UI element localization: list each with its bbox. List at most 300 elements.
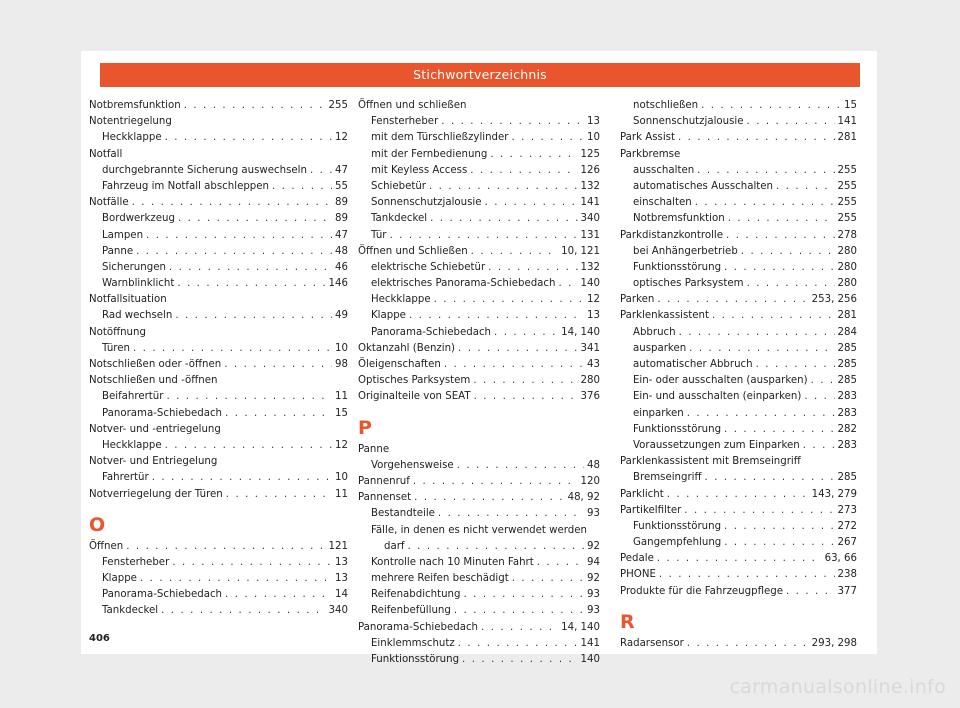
index-term: Oktanzahl (Benzin) (358, 342, 456, 354)
page-reference[interactable]: 284 (837, 326, 857, 338)
index-entry (358, 130, 600, 146)
dot-leader (165, 438, 332, 454)
index-term: Öleigenschaften (358, 359, 441, 370)
page-reference[interactable]: 14, 140 (561, 621, 600, 633)
index-entry (89, 438, 348, 454)
dot-leader (409, 308, 584, 324)
dot-leader (811, 373, 835, 389)
index-term: Ein- und ausschalten (einparken) (633, 391, 802, 403)
index-term: Parklenkassistent (620, 310, 710, 322)
index-entry (620, 163, 857, 179)
index-term: Parklicht (620, 488, 664, 500)
index-term: Notbremsfunktion (633, 213, 725, 225)
index-term: Heckklappe (371, 294, 431, 306)
index-term: Fahrzeug im Notfall abschleppen (102, 180, 269, 192)
page-reference[interactable]: 12 (587, 294, 600, 306)
index-entry (358, 341, 600, 357)
index-term: Tankdeckel (371, 213, 428, 225)
page-reference[interactable]: 377 (837, 585, 857, 597)
index-column-1 (89, 98, 348, 620)
page-reference[interactable]: 13 (587, 310, 600, 322)
index-entry (358, 474, 600, 490)
index-term: Funktionsstörung (633, 520, 722, 532)
index-entry (620, 422, 857, 438)
dot-leader (481, 620, 558, 636)
index-term: Pannenset (358, 492, 412, 504)
page-reference[interactable]: 49 (335, 310, 348, 322)
page-reference[interactable]: 255 (837, 197, 857, 209)
index-entry (620, 228, 857, 244)
page-reference[interactable]: 340 (580, 213, 600, 225)
page-reference[interactable]: 13 (335, 573, 348, 585)
dot-leader (712, 308, 835, 324)
index-entry (358, 325, 600, 341)
page-reference[interactable]: 253, 256 (811, 294, 857, 306)
index-entry (89, 163, 348, 179)
index-term: Fensterheber (102, 556, 170, 568)
index-term: Beifahrertür (102, 391, 164, 403)
index-entry (620, 519, 857, 535)
index-entry (358, 228, 600, 244)
index-entry (358, 506, 600, 522)
page-reference[interactable]: 48 (335, 245, 348, 257)
index-term: Öffnen (89, 540, 124, 552)
dot-leader (444, 357, 584, 373)
index-entry (89, 276, 348, 292)
page-reference[interactable]: 12 (335, 132, 348, 144)
page-reference[interactable]: 283 (837, 391, 857, 403)
index-term: Sonnenschutzjalousie (633, 116, 744, 128)
index-term: Notbremsfunktion (89, 100, 181, 111)
page-reference[interactable]: 12 (335, 439, 348, 451)
page-reference[interactable]: 281 (837, 132, 857, 144)
page-reference[interactable]: 341 (580, 342, 600, 354)
index-entry (620, 551, 857, 567)
index-term: Pedale (620, 553, 654, 565)
index-term: Reifenabdichtung (371, 589, 461, 601)
index-term: mit dem Türschließzylinder (371, 132, 509, 144)
page-reference[interactable]: 285 (837, 472, 857, 484)
page-reference[interactable]: 10, 121 (561, 245, 600, 257)
index-term: Abbruch (633, 326, 676, 338)
page-reference[interactable]: 285 (837, 359, 857, 370)
index-entry (358, 490, 600, 506)
page-reference[interactable]: 93 (587, 508, 600, 520)
dot-leader (687, 636, 809, 652)
page-reference[interactable]: 14 (335, 589, 348, 601)
index-entry (358, 603, 600, 619)
index-term: Warnblinklicht (102, 278, 175, 290)
index-term: Lampen (102, 229, 144, 241)
dot-leader (724, 422, 835, 438)
dot-leader (747, 114, 835, 130)
page-reference[interactable]: 376 (580, 391, 600, 403)
index-entry (89, 571, 348, 587)
index-term: Funktionsstörung (633, 423, 722, 435)
index-entry (358, 389, 600, 405)
page-reference[interactable]: 131 (580, 229, 600, 241)
dot-leader (146, 228, 332, 244)
dot-leader (462, 652, 578, 668)
page-reference[interactable]: 13 (335, 556, 348, 568)
index-term: einschalten (633, 197, 692, 209)
index-entry (89, 487, 348, 503)
dot-leader (558, 276, 577, 292)
dot-leader (474, 389, 578, 405)
index-heading: Notfall (89, 148, 123, 160)
page-reference[interactable]: 120 (580, 475, 600, 487)
dot-leader (667, 487, 809, 503)
page-reference[interactable]: 48, 92 (567, 492, 600, 504)
dot-leader (511, 130, 584, 146)
dot-leader (473, 373, 577, 389)
dot-leader (724, 535, 834, 551)
index-entry (358, 260, 600, 276)
index-term: Schiebetür (371, 180, 426, 192)
index-term: darf (384, 540, 405, 552)
index-entry (620, 584, 857, 600)
page-reference[interactable]: 283 (837, 439, 857, 451)
page-reference[interactable]: 11 (335, 391, 348, 403)
dot-leader (152, 470, 332, 486)
page-reference[interactable]: 282 (837, 423, 857, 435)
page-reference[interactable]: 94 (587, 556, 600, 568)
dot-leader (126, 539, 325, 555)
page-reference[interactable]: 141 (837, 116, 857, 128)
index-heading: Notver- und Entriegelung (89, 456, 218, 468)
dot-leader (133, 341, 332, 357)
page-reference[interactable]: 48 (587, 459, 600, 471)
page-reference[interactable]: 46 (335, 261, 348, 273)
dot-leader (457, 458, 584, 474)
index-term: Sonnenschutzjalousie (371, 197, 482, 209)
page-reference[interactable]: 141 (580, 197, 600, 209)
page-reference[interactable]: 92 (587, 573, 600, 585)
dot-leader (705, 470, 835, 486)
page-reference[interactable]: 126 (580, 164, 600, 176)
index-term: Parkdistanzkontrolle (620, 229, 724, 241)
dot-leader (512, 571, 584, 587)
index-term: Kontrolle nach 10 Minuten Fahrt (371, 556, 534, 568)
page-reference[interactable]: 121 (328, 540, 348, 552)
index-entry (620, 114, 857, 130)
page-reference[interactable]: 255 (837, 164, 857, 176)
page-reference[interactable]: 283 (837, 407, 857, 419)
dot-leader (678, 130, 835, 146)
dot-leader (413, 474, 578, 490)
page-reference[interactable]: 132 (580, 261, 600, 273)
index-term: Notfälle (89, 197, 129, 209)
dot-leader (695, 195, 835, 211)
dot-leader (140, 571, 332, 587)
page-reference[interactable]: 93 (587, 589, 600, 601)
index-term: Notverriegelung der Türen (89, 488, 223, 500)
index-term: elektrische Schiebetür (371, 261, 486, 273)
dot-leader (488, 260, 577, 276)
dot-leader (177, 276, 325, 292)
index-term: Panorama-Schiebedach (358, 621, 479, 633)
dot-leader (485, 195, 578, 211)
index-entry (358, 539, 600, 555)
dot-leader (747, 276, 835, 292)
section-letter: O (89, 513, 106, 536)
dot-leader (537, 555, 584, 571)
dot-leader (169, 260, 332, 276)
page-reference[interactable]: 280 (837, 278, 857, 290)
page-reference[interactable]: 98 (335, 359, 348, 370)
index-heading: Parkbremse (620, 148, 681, 160)
page-reference[interactable]: 15 (844, 100, 857, 111)
page-reference[interactable]: 140 (580, 654, 600, 665)
dot-leader (726, 228, 835, 244)
index-entry (620, 308, 857, 324)
index-heading: Notöffnung (89, 326, 146, 338)
dot-leader (657, 551, 822, 567)
dot-leader (684, 503, 834, 519)
dot-leader (434, 292, 584, 308)
page-reference[interactable]: 293, 298 (811, 637, 857, 649)
index-entry (358, 147, 600, 163)
index-term: Voraussetzungen zum Einparken (633, 439, 800, 451)
page-reference[interactable]: 10 (587, 132, 600, 144)
index-entry (358, 636, 600, 652)
dot-leader (697, 163, 834, 179)
page-reference[interactable]: 280 (837, 261, 857, 273)
dot-leader (454, 603, 584, 619)
dot-leader (728, 211, 835, 227)
index-entry (620, 487, 857, 503)
page-reference[interactable]: 255 (837, 213, 857, 225)
index-term: Panorama-Schiebedach (102, 589, 223, 601)
dot-leader (161, 603, 325, 619)
page-reference[interactable]: 267 (837, 537, 857, 549)
page-reference[interactable]: 340 (328, 605, 348, 617)
page-reference[interactable]: 63, 66 (824, 553, 857, 565)
index-entry (89, 555, 348, 571)
index-entry (89, 357, 348, 373)
page-reference[interactable]: 89 (335, 213, 348, 225)
page-reference[interactable]: 14, 140 (561, 326, 600, 338)
page-reference[interactable]: 11 (335, 488, 348, 500)
dot-leader (756, 357, 835, 373)
index-term: elektrisches Panorama-Schiebedach (371, 278, 556, 290)
index-entry (620, 130, 857, 146)
index-entry (89, 539, 348, 555)
dot-leader (438, 506, 584, 522)
dot-leader (786, 584, 835, 600)
index-entry (89, 603, 348, 619)
dot-leader (463, 587, 584, 603)
page-reference[interactable]: 10 (335, 342, 348, 354)
index-entry (358, 163, 600, 179)
index-term: Bestandteile (371, 508, 435, 520)
index-entry (358, 458, 600, 474)
index-term: Gangempfehlung (633, 537, 722, 549)
index-entry (89, 211, 348, 227)
page-reference[interactable]: 47 (335, 164, 348, 176)
page-reference[interactable]: 280 (837, 245, 857, 257)
dot-leader (471, 244, 558, 260)
dot-leader (136, 244, 332, 260)
section-letter: R (620, 610, 635, 633)
index-term: Klappe (102, 573, 137, 585)
page-reference[interactable]: 272 (837, 520, 857, 532)
page-reference[interactable]: 278 (837, 229, 857, 241)
page-reference[interactable]: 89 (335, 197, 348, 209)
dot-leader (225, 406, 332, 422)
index-term: Heckklappe (102, 439, 162, 451)
page-reference[interactable]: 285 (837, 342, 857, 354)
index-term: Tür (371, 229, 387, 241)
watermark: carmanualsonline.info (729, 676, 946, 698)
index-entry (358, 620, 600, 636)
dot-leader (494, 325, 558, 341)
index-entry (620, 292, 857, 308)
index-entry (620, 195, 857, 211)
dot-leader (441, 114, 584, 130)
page-reference[interactable]: 93 (587, 605, 600, 617)
index-entry (358, 211, 600, 227)
dot-leader (657, 292, 808, 308)
section-letter: P (358, 416, 372, 439)
index-term: PHONE (620, 569, 656, 581)
index-entry (620, 406, 857, 422)
page-reference[interactable]: 143, 279 (811, 488, 857, 500)
page-reference[interactable]: 15 (335, 407, 348, 419)
index-entry (620, 325, 857, 341)
index-column-2 (358, 98, 600, 668)
page-reference[interactable]: 125 (580, 148, 600, 160)
index-term: Rad wechseln (102, 310, 173, 322)
index-term: Panorama-Schiebedach (371, 326, 492, 338)
index-term: notschließen (633, 100, 699, 111)
index-term: automatischer Abbruch (633, 359, 753, 370)
index-term: Park Assist (620, 132, 675, 144)
index-term: Funktionsstörung (371, 654, 460, 665)
dot-leader (172, 555, 332, 571)
page-reference[interactable]: 238 (837, 569, 857, 581)
dot-leader (389, 228, 577, 244)
dot-leader (458, 341, 578, 357)
dot-leader (470, 163, 577, 179)
index-entry (358, 195, 600, 211)
index-term: Parken (620, 294, 655, 306)
page-reference[interactable]: 132 (580, 180, 600, 192)
page-reference[interactable]: 47 (335, 229, 348, 241)
dot-leader (804, 389, 834, 405)
index-term: Optisches Parksystem (358, 375, 471, 387)
page-reference[interactable]: 141 (580, 637, 600, 649)
index-entry (620, 438, 857, 454)
index-heading: Fälle, in denen es nicht verwendet werden (371, 524, 587, 536)
page-reference[interactable]: 281 (837, 310, 857, 322)
index-term: Fensterheber (371, 116, 439, 128)
dot-leader (225, 587, 332, 603)
index-term: mit der Fernbedienung (371, 148, 488, 160)
index-entry (358, 587, 600, 603)
index-heading: Panne (358, 443, 390, 455)
page-reference[interactable]: 280 (580, 375, 600, 387)
dot-leader (659, 567, 835, 583)
index-entry (620, 276, 857, 292)
index-entry (358, 308, 600, 324)
index-entry (620, 470, 857, 486)
page-reference[interactable]: 92 (587, 540, 600, 552)
index-entry (89, 260, 348, 276)
dot-leader (224, 357, 332, 373)
index-entry (620, 211, 857, 227)
index-term: Originalteile von SEAT (358, 391, 471, 403)
index-term: Bremseingriff (633, 472, 702, 484)
dot-leader (166, 389, 332, 405)
index-term: Öffnen und Schließen (358, 245, 468, 257)
index-term: Tankdeckel (102, 605, 159, 617)
page-reference[interactable]: 10 (335, 472, 348, 484)
index-entry (358, 276, 600, 292)
index-entry (620, 244, 857, 260)
index-entry (358, 292, 600, 308)
index-term: Türen (102, 342, 130, 354)
index-term: Heckklappe (102, 132, 162, 144)
page-reference[interactable]: 140 (580, 278, 600, 290)
index-heading: Parklenkassistent mit Bremseingriff (620, 456, 801, 468)
dot-leader (132, 195, 332, 211)
index-entry (620, 260, 857, 276)
index-entry (89, 228, 348, 244)
index-entry (89, 308, 348, 324)
index-heading: Notver- und -entriegelung (89, 423, 221, 435)
index-term: Klappe (371, 310, 406, 322)
index-term: Sicherungen (102, 261, 166, 273)
page-reference[interactable]: 255 (837, 180, 857, 192)
index-entry (358, 357, 600, 373)
page-reference[interactable]: 255 (328, 100, 348, 111)
dot-leader (429, 179, 578, 195)
index-entry (89, 130, 348, 146)
index-entry (620, 503, 857, 519)
index-entry (358, 114, 600, 130)
page-reference[interactable]: 273 (837, 504, 857, 516)
index-entry (620, 357, 857, 373)
page-reference[interactable]: 13 (587, 116, 600, 128)
index-entry (89, 389, 348, 405)
index-term: Reifenbefüllung (371, 605, 451, 617)
index-term: Notschließen oder -öffnen (89, 359, 222, 370)
index-term: Vorgehensweise (371, 459, 454, 471)
dot-leader (701, 98, 841, 114)
page-number: 406 (89, 633, 110, 644)
index-entry (89, 195, 348, 211)
index-term: ausparken (633, 342, 687, 354)
index-entry (358, 571, 600, 587)
index-term: Funktionsstörung (633, 261, 722, 273)
page-reference[interactable]: 146 (328, 278, 348, 290)
page-reference[interactable]: 55 (335, 180, 348, 192)
index-term: ausschalten (633, 164, 695, 176)
dot-leader (408, 539, 585, 555)
index-entry (620, 373, 857, 389)
index-term: Bordwerkzeug (102, 213, 175, 225)
index-term: Ein- oder ausschalten (ausparken) (633, 375, 808, 387)
page-reference[interactable]: 43 (587, 359, 600, 370)
index-entry (620, 179, 857, 195)
index-term: Produkte für die Fahrzeugpflege (620, 585, 783, 597)
dot-leader (272, 179, 332, 195)
index-entry (620, 341, 857, 357)
dot-leader (724, 260, 835, 276)
dot-leader (430, 211, 577, 227)
page-reference[interactable]: 285 (837, 375, 857, 387)
